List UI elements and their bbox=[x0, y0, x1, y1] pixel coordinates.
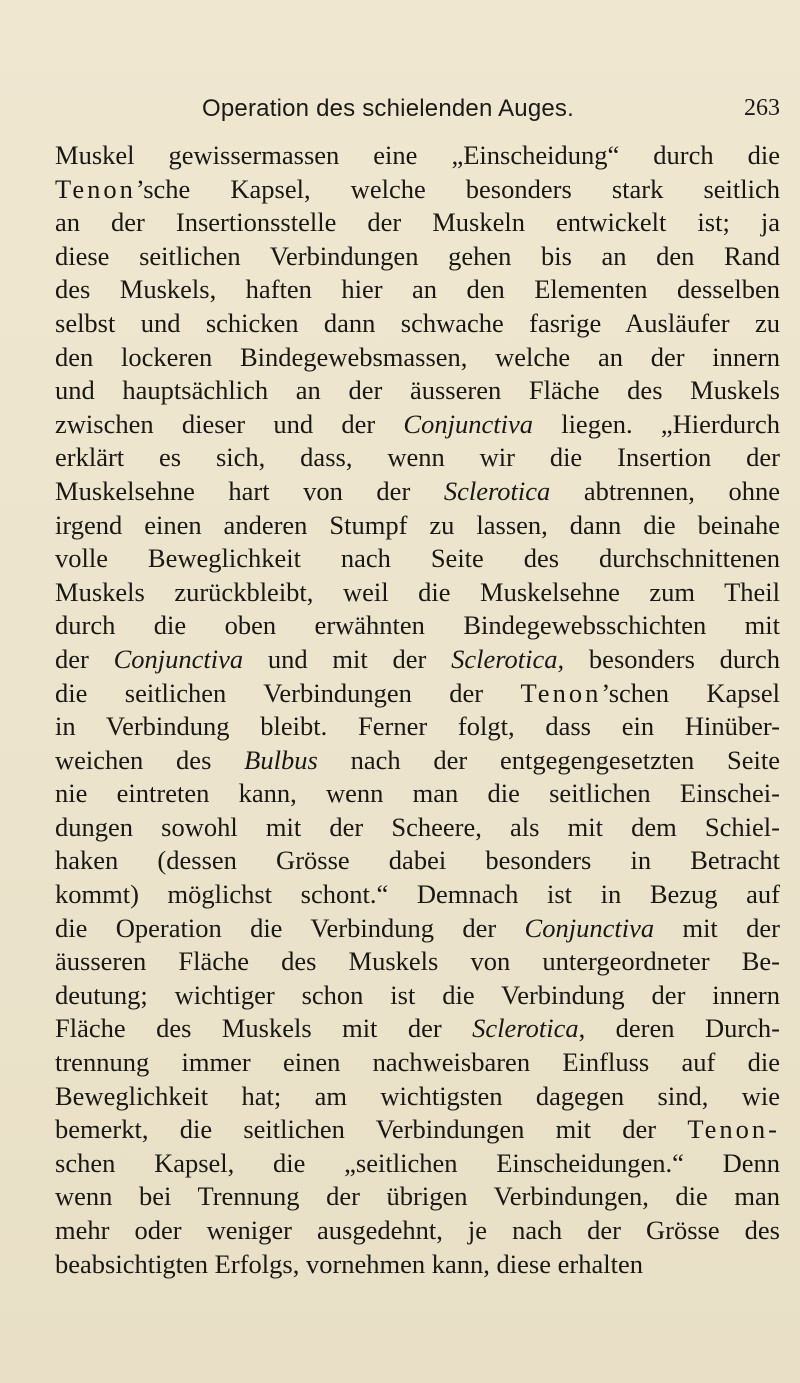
body-text bbox=[55, 139, 780, 1281]
text-line bbox=[55, 609, 780, 643]
text-line bbox=[55, 1012, 780, 1046]
text-segment: Fläche des Muskels mit der bbox=[55, 1013, 473, 1044]
running-header bbox=[55, 95, 780, 125]
text-segment: den lockeren Bindegewebsmassen, welche an der innern bbox=[55, 341, 780, 372]
text-segment: die Operation die Verbindung der bbox=[55, 912, 525, 943]
text-line bbox=[55, 240, 780, 274]
text-segment: selbst und schicken dann schwache fasrige Ausläufer zu bbox=[55, 307, 780, 338]
text-line bbox=[55, 677, 780, 711]
italic-term: Conjunctiva bbox=[403, 408, 533, 439]
text-segment: volle Beweglichkeit nach Seite des durchschnittenen bbox=[55, 543, 780, 574]
text-segment: irgend einen anderen Stumpf zu lassen, dann die beinahe bbox=[55, 509, 780, 540]
text-line bbox=[55, 542, 780, 576]
italic-term: Conjunctiva bbox=[524, 912, 655, 943]
text-segment: des Muskels, haften hier an den Elementen desselben bbox=[55, 274, 780, 305]
text-segment: wenn bei Trennung der übrigen Verbindungen, die man bbox=[55, 1181, 780, 1212]
text-segment: Beweglichkeit hat; am wichtigsten dagegen sind, wie bbox=[55, 1080, 780, 1111]
italic-term: Sclerotica bbox=[443, 475, 551, 506]
text-segment: Muskels zurückbleibt, weil die Muskelsehne zum Theil bbox=[55, 576, 780, 607]
page-number: 263 bbox=[744, 95, 780, 121]
text-segment: diese seitlichen Verbindungen gehen bis an den Rand bbox=[55, 240, 780, 271]
text-segment: und hauptsächlich an der äusseren Fläche des Muskels bbox=[55, 375, 780, 406]
text-segment: besonders durch bbox=[564, 643, 780, 674]
text-line bbox=[55, 945, 780, 979]
text-segment: beabsichtigten Erfolgs, vornehmen kann, diese erhalten bbox=[55, 1248, 643, 1279]
italic-term: Sclerotica, bbox=[451, 643, 565, 674]
text-segment: liegen. „Hierdurch bbox=[532, 408, 781, 439]
text-segment: in Verbindung bleibt. Ferner folgt, dass ein Hinüber- bbox=[55, 711, 780, 742]
spaced-name: Tenon bbox=[520, 677, 602, 708]
italic-term: Conjunctiva bbox=[113, 643, 244, 674]
text-segment: ’schen Kapsel bbox=[601, 677, 780, 708]
text-segment: mit der bbox=[654, 912, 780, 943]
text-line bbox=[55, 643, 780, 677]
text-line bbox=[55, 912, 780, 946]
text-segment: kommt) möglichst schont.“ Demnach ist in Bezug auf bbox=[55, 879, 780, 910]
text-segment: schen Kapsel, die „seitlichen Einscheidungen.“ Denn bbox=[55, 1147, 780, 1178]
spaced-name: Tenon bbox=[55, 173, 136, 204]
text-line bbox=[55, 1180, 780, 1214]
text-line bbox=[55, 576, 780, 610]
text-line bbox=[55, 744, 780, 778]
text-segment: Muskelsehne hart von der bbox=[55, 475, 444, 506]
text-segment: nach der entgegengesetzten Seite bbox=[317, 744, 780, 775]
text-line bbox=[55, 811, 780, 845]
text-line bbox=[55, 374, 780, 408]
text-line bbox=[55, 777, 780, 811]
text-line bbox=[55, 307, 780, 341]
text-segment: bemerkt, die seitlichen Verbindungen mit der bbox=[55, 1114, 688, 1145]
text-line bbox=[55, 1113, 780, 1147]
text-segment: erklärt es sich, dass, wenn wir die Insertion der bbox=[55, 442, 780, 473]
text-segment: Muskel gewissermassen eine „Einscheidung“ durch die bbox=[55, 140, 780, 170]
text-line bbox=[55, 878, 780, 912]
text-segment: zwischen dieser und der bbox=[55, 408, 404, 439]
text-segment: deutung; wichtiger schon ist die Verbindung der innern bbox=[55, 979, 780, 1010]
text-segment: an der Insertionsstelle der Muskeln entwickelt ist; ja bbox=[55, 207, 780, 238]
text-segment: nie eintreten kann, wenn man die seitlichen Einschei- bbox=[55, 778, 780, 809]
text-segment: abtrennen, ohne bbox=[550, 475, 780, 506]
text-line bbox=[55, 408, 780, 442]
text-line bbox=[55, 441, 780, 475]
running-title: Operation des schielenden Auges. bbox=[202, 95, 574, 122]
text-line bbox=[55, 341, 780, 375]
text-segment: mehr oder weniger ausgedehnt, je nach der Grösse des bbox=[55, 1215, 780, 1245]
text-segment: die seitlichen Verbindungen der bbox=[55, 677, 521, 708]
spaced-name: Tenon- bbox=[687, 1114, 780, 1145]
text-segment: haken (dessen Grösse dabei besonders in Betracht bbox=[55, 845, 780, 876]
text-segment: der bbox=[55, 643, 114, 674]
text-line bbox=[55, 1214, 780, 1248]
italic-term: Sclerotica bbox=[472, 1013, 579, 1044]
text-segment: äusseren Fläche des Muskels von untergeordneter Be- bbox=[55, 946, 780, 977]
text-segment: trennung immer einen nachweisbaren Einfluss auf die bbox=[55, 1047, 780, 1078]
text-line bbox=[55, 206, 780, 240]
text-segment: durch die oben erwähnten Bindegewebsschichten mit bbox=[55, 610, 780, 641]
italic-term: Bulbus bbox=[244, 744, 318, 775]
text-segment: , deren Durch- bbox=[578, 1013, 780, 1044]
text-line bbox=[55, 844, 780, 878]
text-line bbox=[55, 979, 780, 1013]
text-line bbox=[55, 710, 780, 744]
text-line bbox=[55, 173, 780, 207]
text-segment: weichen des bbox=[55, 744, 245, 775]
text-line bbox=[55, 1248, 780, 1282]
text-line bbox=[55, 1147, 780, 1181]
text-line bbox=[55, 1046, 780, 1080]
text-line bbox=[55, 1080, 780, 1114]
text-line bbox=[55, 273, 780, 307]
text-line bbox=[55, 475, 780, 509]
text-line bbox=[55, 509, 780, 543]
text-segment: dungen sowohl mit der Scheere, als mit dem Schiel- bbox=[55, 811, 780, 842]
text-segment: ’sche Kapsel, welche besonders stark seitlich bbox=[135, 173, 780, 204]
text-line bbox=[55, 139, 780, 173]
text-segment: und mit der bbox=[243, 643, 452, 674]
